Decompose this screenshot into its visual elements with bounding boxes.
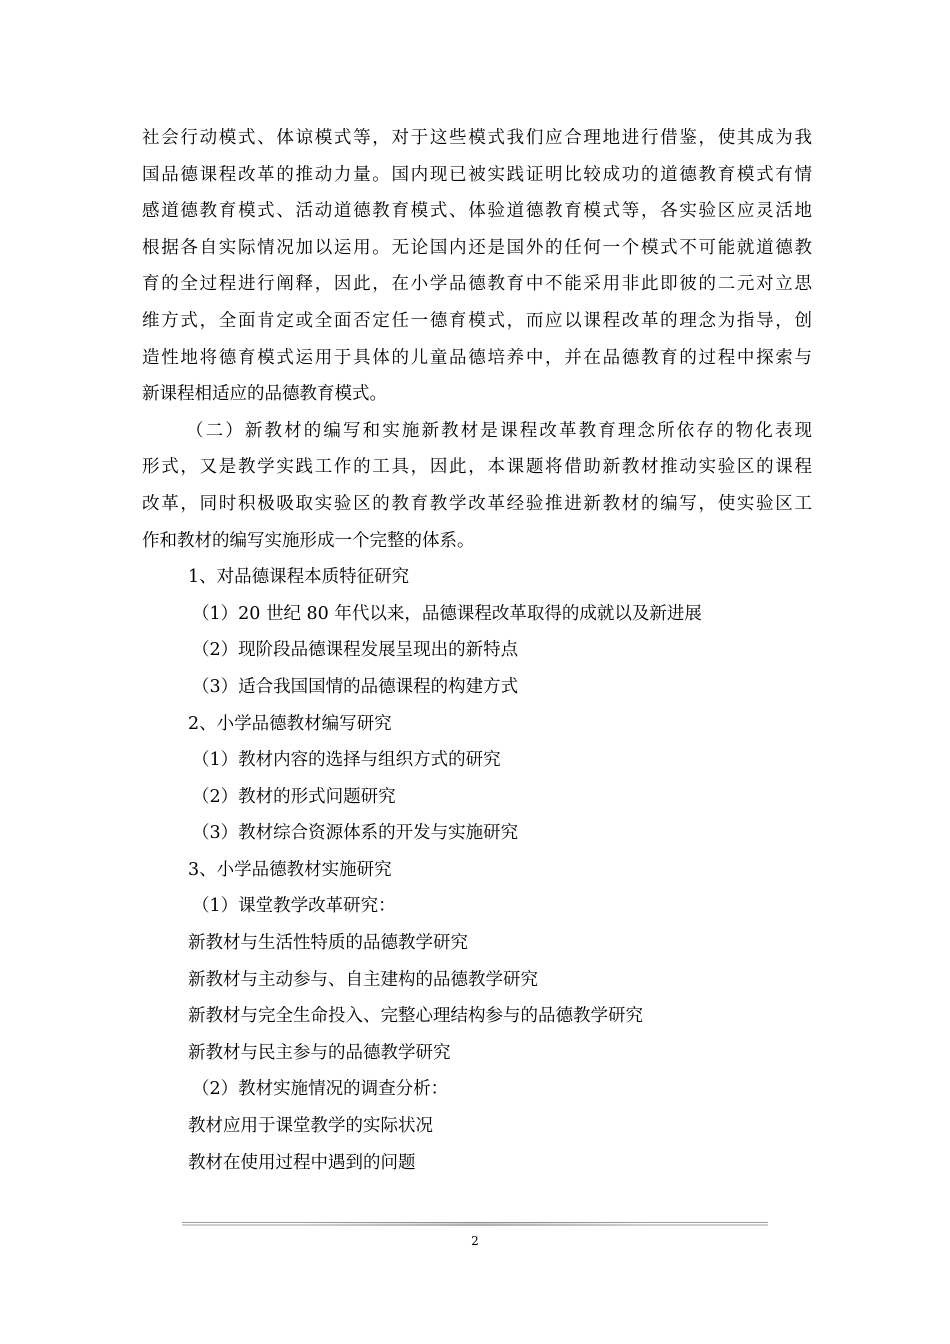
outline-detail: 教材应用于课堂教学的实际状况 — [188, 1116, 433, 1137]
outline-detail: 新教材与完全生命投入、完整心理结构参与的品德教学研究 — [188, 1006, 643, 1027]
outline-subitem: （2）现阶段品德课程发展呈现出的新特点 — [192, 640, 519, 661]
outline-heading-2: 2、小学品德教材编写研究 — [188, 713, 392, 734]
paragraph-line: 造性地将德育模式运用于具体的儿童品德培养中，并在品德教育的过程中探索与 — [142, 347, 812, 368]
outline-detail: 教材在使用过程中遇到的问题 — [188, 1152, 416, 1173]
page-number: 2 — [471, 1234, 479, 1248]
paragraph-line: 改革，同时积极吸取实验区的教育教学改革经验推进新教材的编写，使实验区工 — [142, 493, 812, 514]
outline-heading-3: 3、小学品德教材实施研究 — [188, 859, 392, 880]
outline-subitem: （3）适合我国国情的品德课程的构建方式 — [192, 676, 519, 697]
footer-divider — [182, 1222, 768, 1226]
paragraph-line: 国品德课程改革的推动力量。国内现已被实践证明比较成功的道德教育模式有情 — [142, 164, 812, 185]
outline-detail: 新教材与生活性特质的品德教学研究 — [188, 933, 468, 954]
outline-detail: 新教材与民主参与的品德教学研究 — [188, 1042, 451, 1063]
outline-subitem: （2）教材实施情况的调查分析： — [192, 1079, 449, 1100]
outline-heading-1: 1、对品德课程本质特征研究 — [188, 567, 410, 588]
outline-subitem: （1）20 世纪 80 年代以来，品德课程改革取得的成就以及新进展 — [192, 603, 702, 624]
research-outline — [142, 559, 812, 1181]
paragraph-line: 根据各自实际情况加以运用。无论国内还是国外的任何一个模式不可能就道德教 — [142, 237, 812, 258]
body-text — [142, 120, 812, 1181]
outline-detail: 新教材与主动参与、自主建构的品德教学研究 — [188, 969, 538, 990]
paragraph-models — [142, 120, 812, 413]
paragraph-line: 社会行动模式、体谅模式等，对于这些模式我们应合理地进行借鉴，使其成为我 — [142, 128, 812, 148]
paragraph-line: 感道德教育模式、活动道德教育模式、体验道德教育模式等，各实验区应灵活地 — [142, 201, 812, 222]
outline-subitem: （1）教材内容的选择与组织方式的研究 — [192, 750, 501, 771]
paragraph-line: 形式，又是教学实践工作的工具，因此，本课题将借助新教材推动实验区的课程 — [142, 457, 812, 478]
footer-divider-shade — [300, 1222, 650, 1226]
paragraph-line: 育的全过程进行阐释，因此，在小学品德教育中不能采用非此即彼的二元对立思 — [142, 274, 812, 295]
paragraph-line: 作和教材的编写实施形成一个完整的体系。 — [142, 530, 475, 551]
outline-subitem: （1）课堂教学改革研究： — [192, 896, 396, 917]
paragraph-line: （二）新教材的编写和实施新教材是课程改革教育理念所依存的物化表现 — [186, 420, 812, 441]
paragraph-new-textbook — [142, 413, 812, 559]
paragraph-line: 维方式，全面肯定或全面否定任一德育模式，而应以课程改革的理念为指导，创 — [142, 310, 812, 331]
paragraph-line: 新课程相适应的品德教育模式。 — [142, 384, 387, 405]
outline-subitem: （3）教材综合资源体系的开发与实施研究 — [192, 823, 519, 844]
outline-subitem: （2）教材的形式问题研究 — [192, 786, 396, 807]
